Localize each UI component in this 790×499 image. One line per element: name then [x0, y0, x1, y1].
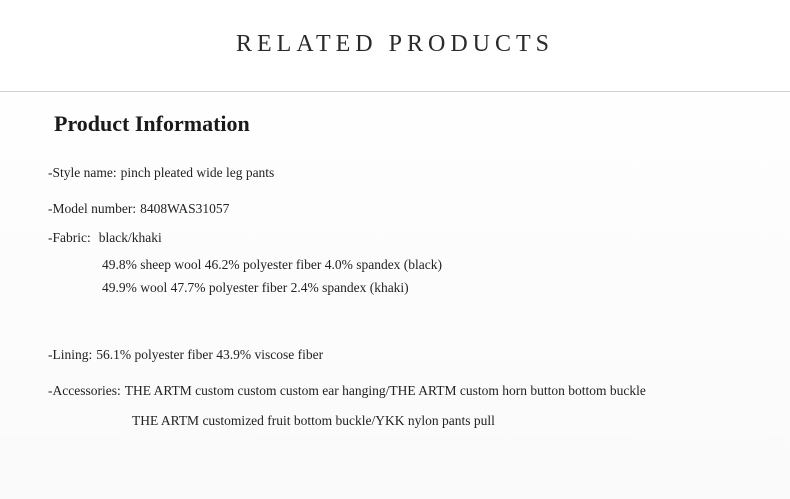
lining-value: 56.1% polyester fiber 43.9% viscose fiber [96, 347, 324, 362]
model-number-row [48, 201, 229, 217]
style-name-row [48, 165, 274, 181]
fabric-row [48, 230, 162, 246]
model-number-value: 8408WAS31057 [140, 201, 230, 216]
fabric-composition-khaki: 49.9% wool 47.7% polyester fiber 2.4% spandex (khaki) [102, 280, 409, 295]
fabric-label: -Fabric: [48, 230, 91, 245]
product-information-heading: Product Information [54, 111, 250, 136]
accessories-row [48, 383, 646, 399]
style-name-label: -Style name: [48, 165, 117, 180]
section-divider [0, 91, 790, 92]
fabric-colors-value: black/khaki [98, 230, 162, 245]
related-products-title[interactable]: RELATED PRODUCTS [235, 31, 555, 57]
style-name-value: pinch pleated wide leg pants [120, 165, 275, 180]
accessories-label: -Accessories: [48, 383, 121, 398]
accessories-detail: THE ARTM customized fruit bottom buckle/YKK nylon pants pull [132, 413, 495, 428]
accessories-value: THE ARTM custom custom custom ear hanging/THE ARTM custom horn button bottom buckle [124, 383, 646, 398]
lining-label: -Lining: [48, 347, 93, 362]
fabric-composition-black: 49.8% sheep wool 46.2% polyester fiber 4.0% spandex (black) [102, 257, 443, 272]
model-number-label: -Model number: [48, 201, 137, 216]
lining-row [48, 347, 323, 363]
related-products-banner [0, 0, 790, 91]
